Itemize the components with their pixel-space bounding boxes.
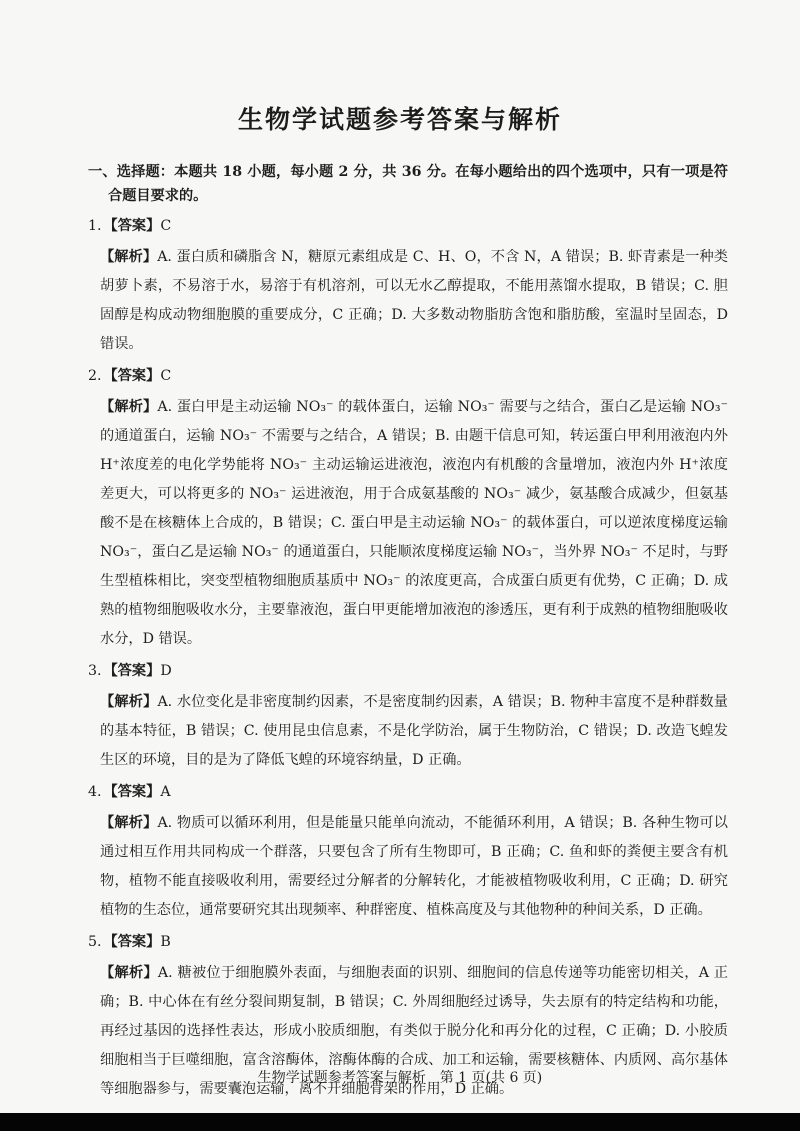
question-number: 2. <box>88 368 102 384</box>
analysis-text: A. 水位变化是非密度制约因素，不是密度制约因素，A 错误；B. 物种丰富度不是种群数量的基本特征，B 错误；C. 使用昆虫信息素，不是化学防治，属于生物防治，C 错误；D. 改造飞蝗发生区的环境，目的是为了降低飞蝗的环境容纳量，D 正确。 <box>100 694 728 768</box>
page-title: 生物学试题参考答案与解析 <box>237 105 562 134</box>
analysis-label: 【解析】 <box>100 815 158 831</box>
analysis-label: 【解析】 <box>100 249 158 265</box>
answer-label: 【答案】 <box>103 784 161 800</box>
answer-line <box>88 780 728 804</box>
analysis-paragraph <box>88 809 728 925</box>
question-2 <box>88 364 728 654</box>
analysis-text: A. 物质可以循环利用，但是能量只能单向流动，不能循环利用，A 错误；B. 各种生物可以通过相互作用共同构成一个群落，只要包含了所有生物即可，B 正确；C. 鱼和虾的粪便主要含有机物，植物不能直接吸收利用，需要经过分解者的分解转化，才能被植物吸收利用，C 正确；D. 研究植物的生态位，通常要研究其出现频率、种群密度、植株高度及与其他物种的种间关系，D 正确。 <box>100 815 728 918</box>
analysis-paragraph <box>88 393 728 654</box>
answer-label: 【答案】 <box>103 934 161 950</box>
analysis-text: A. 蛋白质和磷脂含 N，糖原元素组成是 C、H、O，不含 N，A 错误；B. 虾青素是一种类胡萝卜素，不易溶于水，易溶于有机溶剂，可以无水乙醇提取，不能用蒸馏水提取，B 错误；C. 胆固醇是构成动物细胞膜的重要成分，C 正确；D. 大多数动物脂肪含饱和脂肪酸，室温时呈固态，D 错误。 <box>100 249 728 352</box>
answer-line <box>88 364 728 388</box>
answer-value: A <box>160 784 171 800</box>
question-4 <box>88 780 728 925</box>
question-number: 3. <box>88 663 102 679</box>
bottom-edge-bar <box>0 1113 800 1131</box>
question-3 <box>88 659 728 775</box>
page-footer: 生物学试题参考答案与解析 第 1 页(共 6 页) <box>257 1070 543 1086</box>
question-1 <box>88 214 728 359</box>
section-header: 一、选择题：本题共 18 小题，每小题 2 分，共 36 分。在每小题给出的四个选项中，只有一项是符合题目要求的。 <box>88 164 728 204</box>
analysis-text: A. 蛋白甲是主动运输 NO₃⁻ 的载体蛋白，运输 NO₃⁻ 需要与之结合，蛋白乙是运输 NO₃⁻ 的通道蛋白，运输 NO₃⁻ 不需要与之结合，A 错误；B. 由题干信息可知，转运蛋白甲利用液泡内外 H⁺浓度差的电化学势能将 NO₃⁻ 主动运输运进液泡，液泡内有机酸的含量增加，液泡内外 H⁺浓度差更大，可以将更多的 NO₃⁻ 运进液泡，用于合成氨基酸的 NO₃⁻ 减少，氨基酸合成减少，但氨基酸不是在核糖体上合成的，B 错误；C. 蛋白甲是主动运输 NO₃⁻ 的载体蛋白，可以逆浓度梯度运输 NO₃⁻，蛋白乙是运输 NO₃⁻ 的通道蛋白，只能顺浓度梯度运输 NO₃⁻，当外界 NO₃⁻ 不足时，与野生型植株相比，突变型植物细胞质基质中 NO₃⁻ 的浓度更高，合成蛋白质更有优势，C 正确；D. 成熟的植物细胞吸收水分，主要靠液泡，蛋白甲更能增加液泡的渗透压，更有利于成熟的植物细胞吸收水分，D 错误。 <box>100 399 728 647</box>
analysis-paragraph <box>88 243 728 359</box>
question-number: 1. <box>88 218 102 234</box>
answer-value: B <box>160 934 171 950</box>
analysis-label: 【解析】 <box>100 694 158 710</box>
question-number: 4. <box>88 784 102 800</box>
answer-label: 【答案】 <box>103 368 161 384</box>
analysis-text: A. 糖被位于细胞膜外表面，与细胞表面的识别、细胞间的信息传递等功能密切相关，A 正确；B. 中心体在有丝分裂间期复制，B 错误；C. 外周细胞经过诱导，失去原有的特定结构和功能，再经过基因的选择性表达，形成小胶质细胞，有类似于脱分化和再分化的过程，C 正确；D. 小胶质细胞相当于巨噬细胞，富含溶酶体，溶酶体酶的合成、加工和运输，需要核糖体、内质网、高尔基体等细胞器参与，需要囊泡运输，离不开细胞骨架的作用，D 正确。 <box>100 965 728 1097</box>
answer-line <box>88 214 728 238</box>
answer-value: D <box>160 663 172 679</box>
question-number: 5. <box>88 934 102 950</box>
answer-label: 【答案】 <box>103 663 161 679</box>
analysis-label: 【解析】 <box>100 965 158 981</box>
answer-line <box>88 659 728 683</box>
analysis-paragraph <box>88 688 728 775</box>
analysis-label: 【解析】 <box>100 399 158 415</box>
answer-value: C <box>160 218 172 234</box>
page-content <box>88 160 728 1109</box>
answer-value: C <box>160 368 172 384</box>
answer-line <box>88 930 728 954</box>
answer-label: 【答案】 <box>103 218 161 234</box>
